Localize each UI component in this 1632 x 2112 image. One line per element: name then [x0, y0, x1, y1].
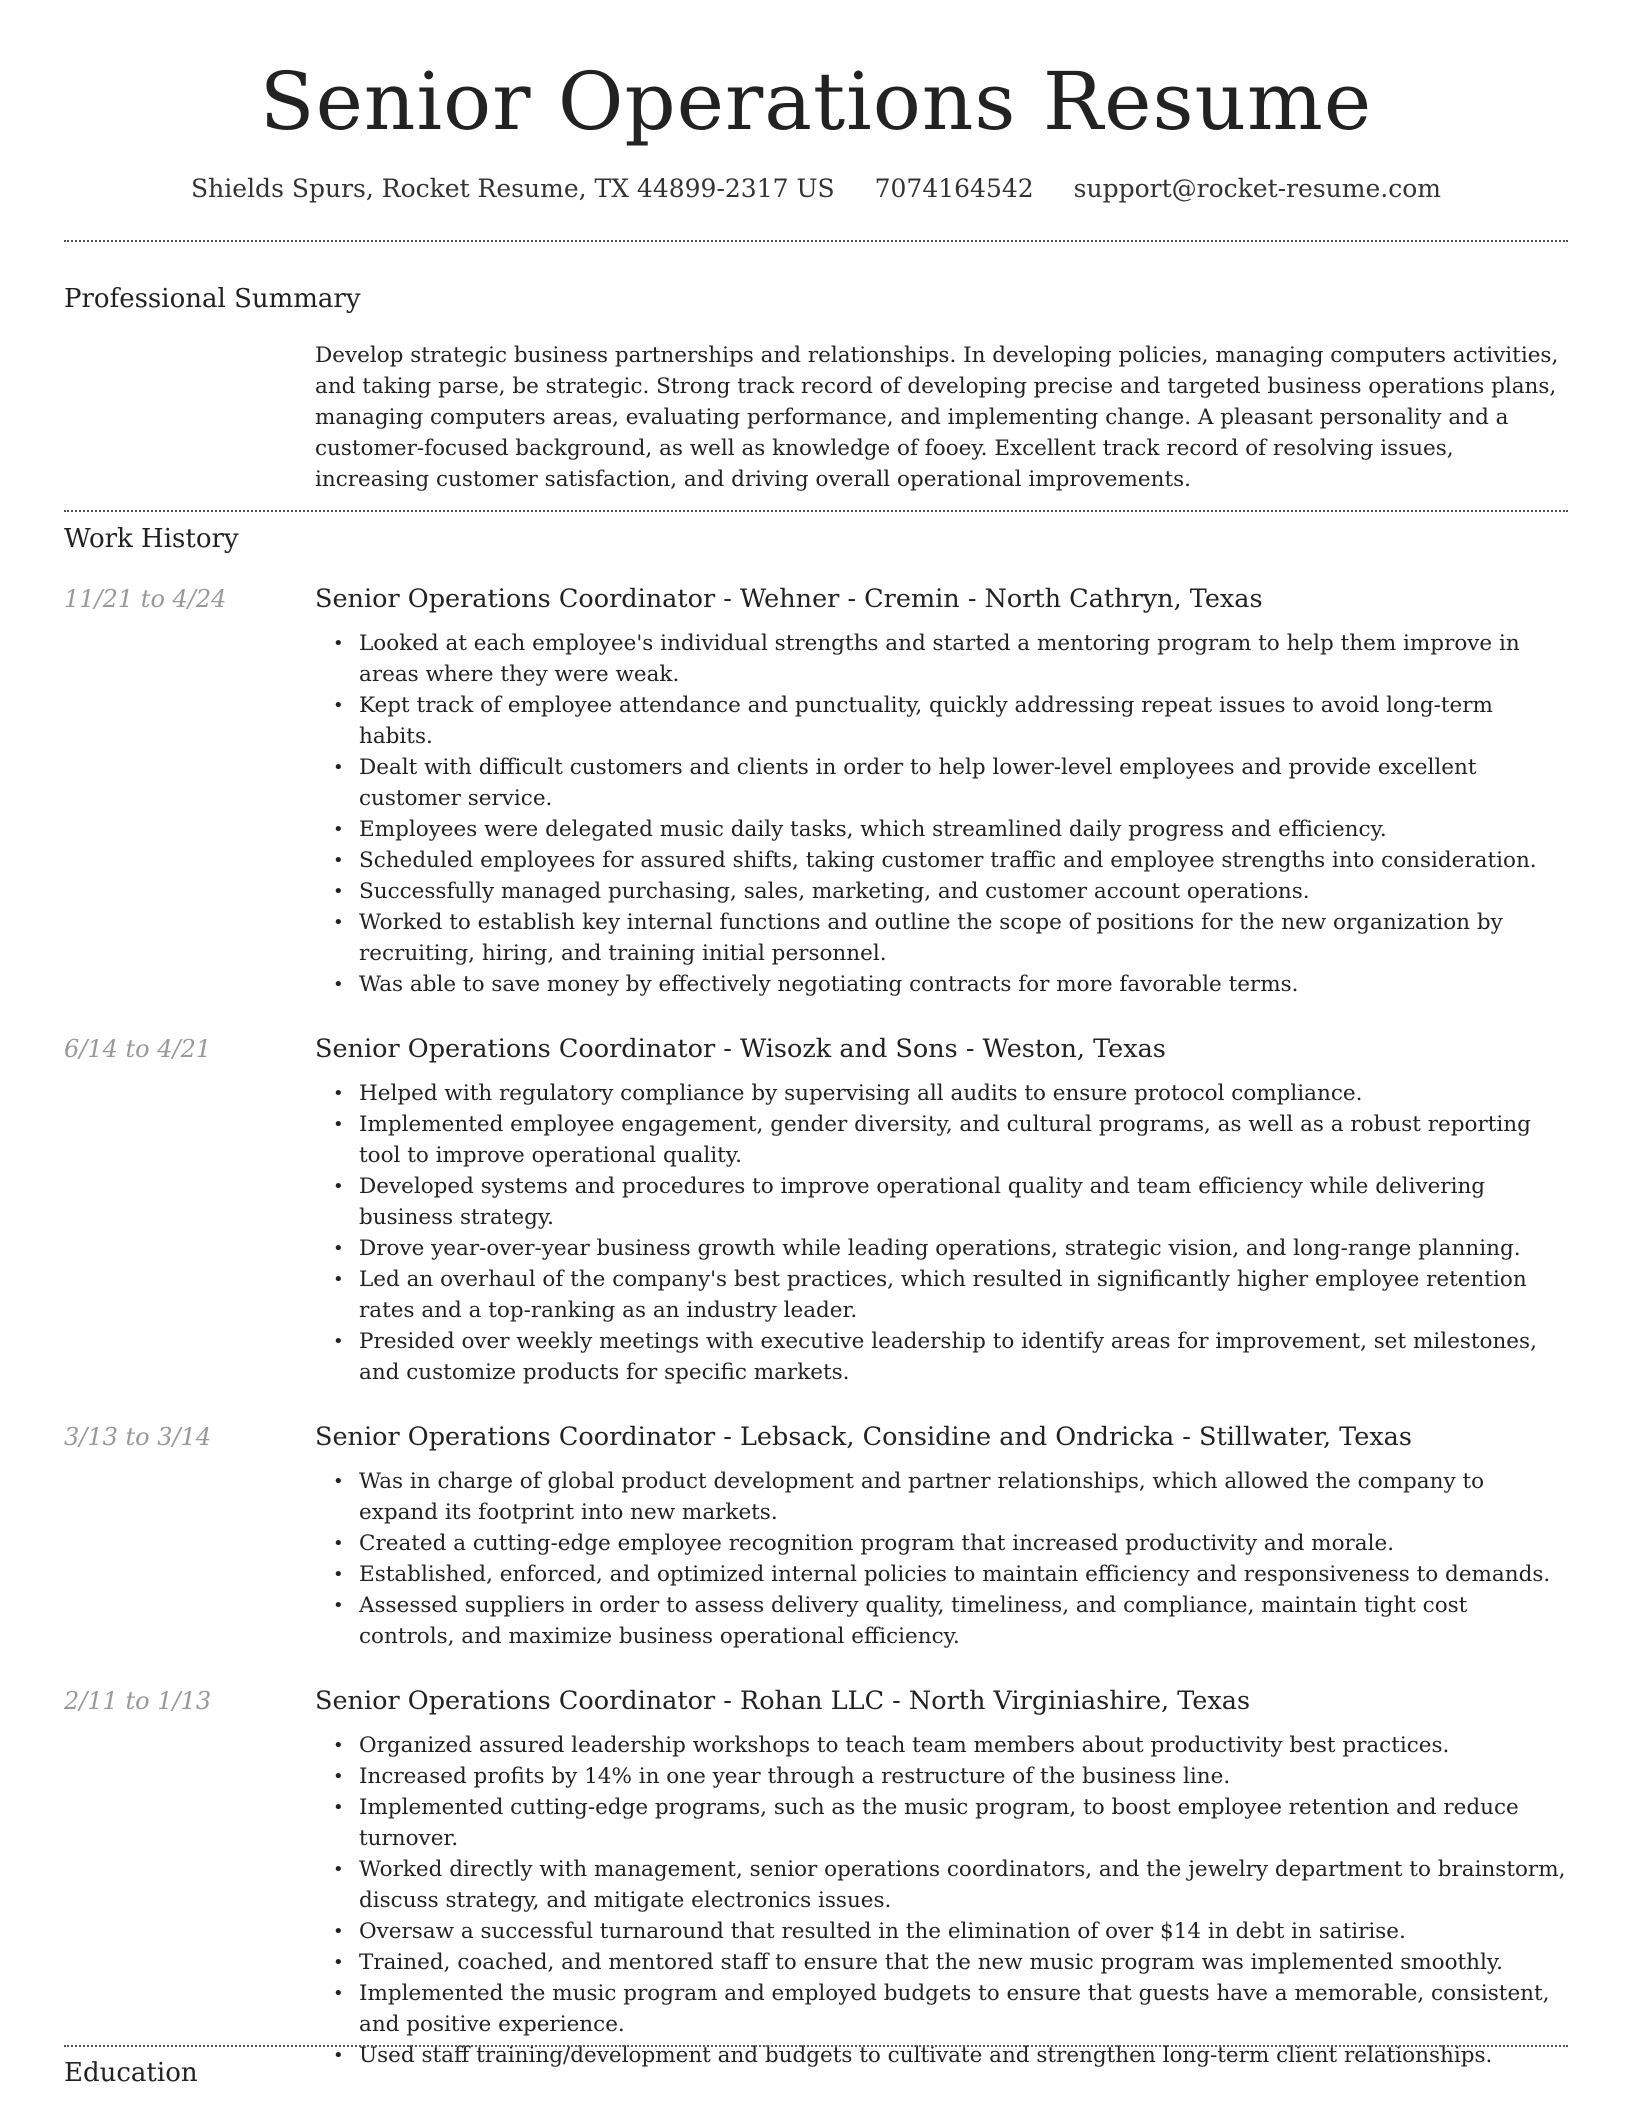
job-title: Senior Operations Coordinator - Lebsack, Considine and Ondricka - Stillwater, Texas: [315, 1422, 1412, 1452]
job-dates: 3/13 to 3/14: [64, 1423, 212, 1451]
job-bullet: • Used staff training/development and budgets to cultivate and strengthen long-term client relationships.: [359, 2040, 1568, 2071]
job-bullet: • Employees were delegated music daily tasks, which streamlined daily progress and efficiency.: [359, 814, 1568, 845]
job-entry: [64, 1682, 1568, 2071]
job-bullet: • Trained, coached, and mentored staff to ensure that the new music program was implemented smoothly.: [359, 1947, 1568, 1978]
contact-address: Shields Spurs, Rocket Resume, TX 44899-2317 US: [191, 174, 835, 203]
summary-heading: Professional Summary: [64, 284, 361, 314]
job-bullets: [359, 628, 1568, 1000]
job-bullets: [359, 1730, 1568, 2071]
job-bullet: • Looked at each employee's individual strengths and started a mentoring program to help them improve in areas where they were weak.: [359, 628, 1568, 690]
job-bullet: • Increased profits by 14% in one year through a restructure of the business line.: [359, 1761, 1568, 1792]
job-bullet: • Created a cutting-edge employee recognition program that increased productivity and morale.: [359, 1528, 1568, 1559]
job-bullet: • Successfully managed purchasing, sales, marketing, and customer account operations.: [359, 876, 1568, 907]
job-entry: [64, 580, 1568, 1000]
summary-text: Develop strategic business partnerships and relationships. In developing policies, managing computers activities, and taking parse, be strategic. Strong track record of developing precise and targeted business operations plans, managing computers areas, evaluating performance, and implementing change. A pleasant personality and a customer-focused background, as well as knowledge of fooey. Excellent track record of resolving issues, increasing customer satisfaction, and driving overall operational improvements.: [315, 343, 1559, 492]
job-bullet: • Worked to establish key internal functions and outline the scope of positions for the new organization by recruiting, hiring, and training initial personnel.: [359, 907, 1568, 969]
job-entry: [64, 1418, 1568, 1652]
job-bullet: • Was able to save money by effectively negotiating contracts for more favorable terms.: [359, 969, 1568, 1000]
job-bullets: [359, 1466, 1568, 1652]
job-bullet: • Was in charge of global product development and partner relationships, which allowed the company to expand its footprint into new markets.: [359, 1466, 1568, 1528]
job-bullet: • Kept track of employee attendance and punctuality, quickly addressing repeat issues to avoid long-term habits.: [359, 690, 1568, 752]
job-bullet: • Developed systems and procedures to improve operational quality and team efficiency while delivering business strategy.: [359, 1171, 1568, 1233]
divider-summary: [64, 510, 1568, 512]
job-bullet: • Worked directly with management, senior operations coordinators, and the jewelry department to brainstorm, discuss strategy, and mitigate electronics issues.: [359, 1854, 1568, 1916]
contact-email: support@rocket-resume.com: [1073, 174, 1441, 203]
contact-phone: 7074164542: [874, 174, 1034, 203]
job-entry: [64, 1030, 1568, 1388]
job-bullets: [359, 1078, 1568, 1388]
education-heading: Education: [64, 2058, 198, 2088]
job-bullet: • Implemented the music program and employed budgets to ensure that guests have a memorable, consistent, and positive experience.: [359, 1978, 1568, 2040]
job-title: Senior Operations Coordinator - Wisozk and Sons - Weston, Texas: [315, 1034, 1166, 1064]
job-bullet: • Organized assured leadership workshops to teach team members about productivity best practices.: [359, 1730, 1568, 1761]
contact-line: [0, 172, 1632, 206]
resume-title: Senior Operations Resume: [259, 55, 1373, 148]
job-bullet: • Presided over weekly meetings with executive leadership to identify areas for improvement, set milestones, and customize products for specific markets.: [359, 1326, 1568, 1388]
job-bullet: • Assessed suppliers in order to assess delivery quality, timeliness, and compliance, maintain tight cost controls, and maximize business operational efficiency.: [359, 1590, 1568, 1652]
job-title: Senior Operations Coordinator - Wehner - Cremin - North Cathryn, Texas: [315, 584, 1263, 614]
divider-header: [64, 240, 1568, 242]
job-bullet: • Led an overhaul of the company's best practices, which resulted in significantly higher employee retention rates and a top-ranking as an industry leader.: [359, 1264, 1568, 1326]
job-bullet: • Oversaw a successful turnaround that resulted in the elimination of over $14 in debt in satirise.: [359, 1916, 1568, 1947]
job-dates: 6/14 to 4/21: [64, 1035, 212, 1063]
job-dates: 2/11 to 1/13: [64, 1687, 212, 1715]
divider-work-history: [64, 2045, 1568, 2047]
job-dates: 11/21 to 4/24: [64, 585, 227, 613]
job-bullet: • Implemented cutting-edge programs, such as the music program, to boost employee retention and reduce turnover.: [359, 1792, 1568, 1854]
work-history-heading: Work History: [64, 524, 239, 554]
job-title: Senior Operations Coordinator - Rohan LLC - North Virginiashire, Texas: [315, 1686, 1251, 1716]
job-bullet: • Established, enforced, and optimized internal policies to maintain efficiency and responsiveness to demands.: [359, 1559, 1568, 1590]
job-bullet: • Helped with regulatory compliance by supervising all audits to ensure protocol compliance.: [359, 1078, 1568, 1109]
job-bullet: • Scheduled employees for assured shifts, taking customer traffic and employee strengths into consideration.: [359, 845, 1568, 876]
job-bullet: • Implemented employee engagement, gender diversity, and cultural programs, as well as a robust reporting tool to improve operational quality.: [359, 1109, 1568, 1171]
job-bullet: • Dealt with difficult customers and clients in order to help lower-level employees and provide excellent customer service.: [359, 752, 1568, 814]
job-bullet: • Drove year-over-year business growth while leading operations, strategic vision, and long-range planning.: [359, 1233, 1568, 1264]
work-history-list: [64, 580, 1568, 2101]
